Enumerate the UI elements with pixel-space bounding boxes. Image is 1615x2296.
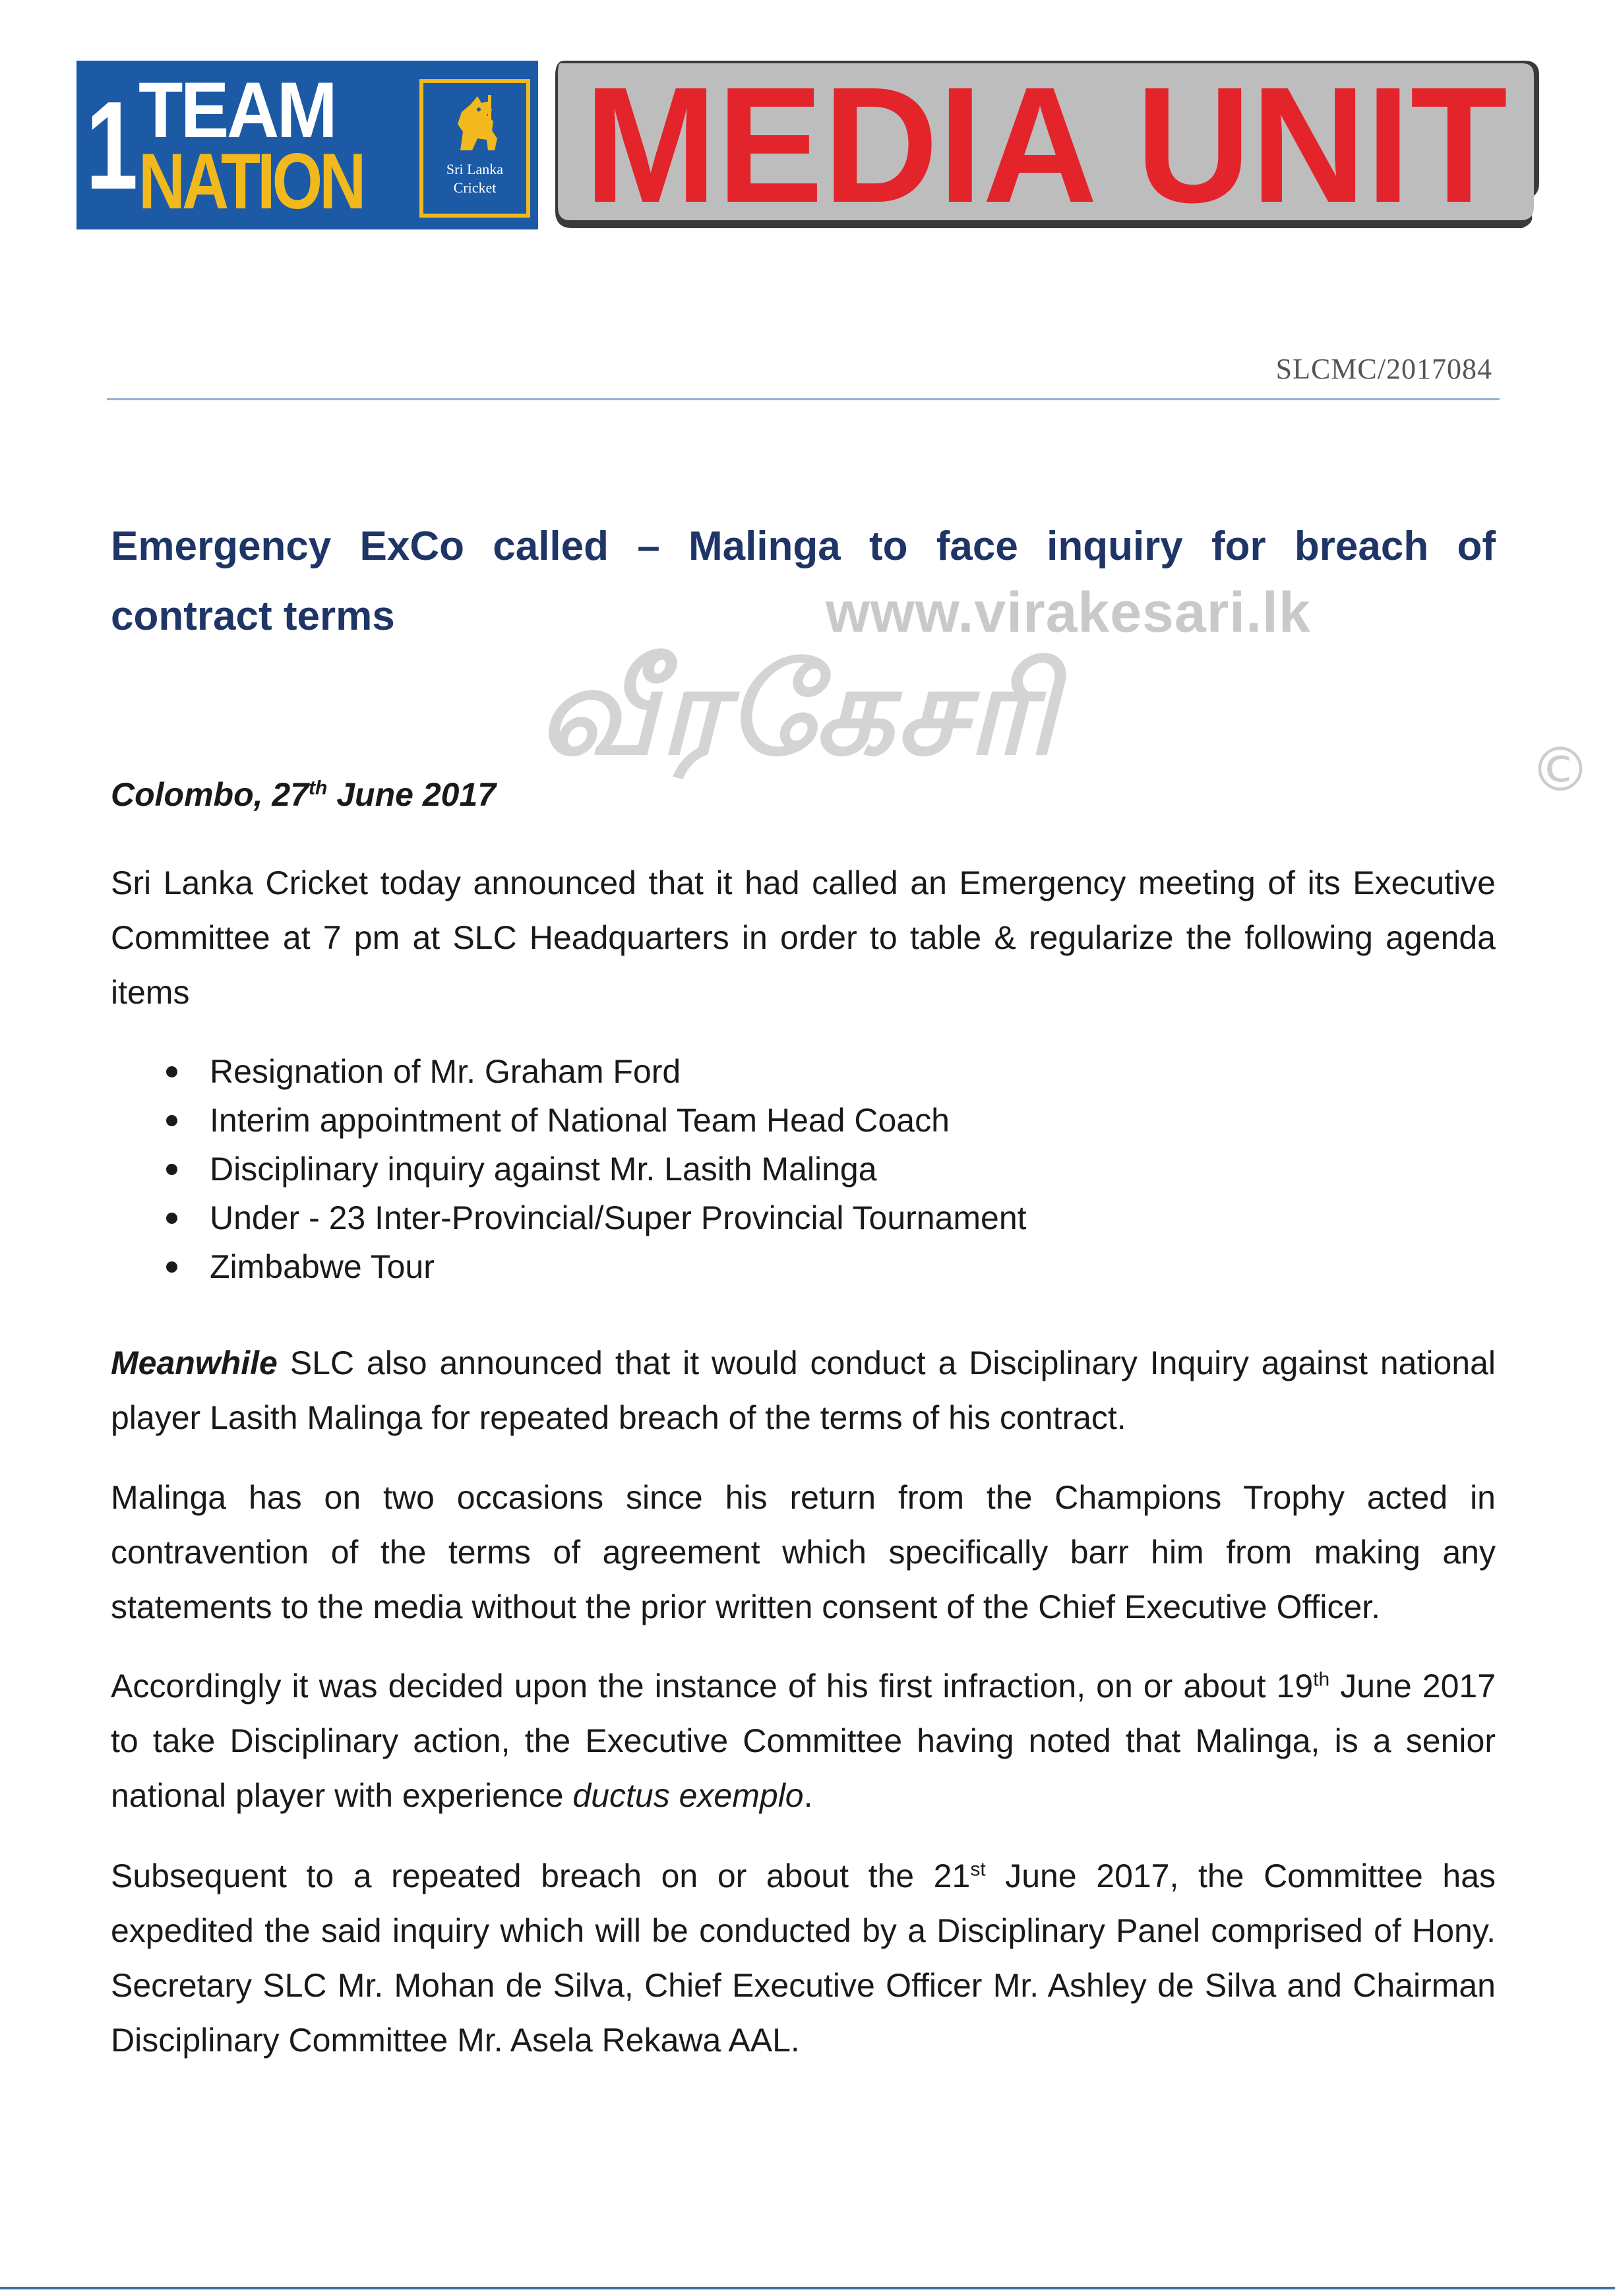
team-nation-logo <box>76 61 538 229</box>
agenda-item <box>111 1193 1496 1242</box>
lion-icon <box>448 92 505 156</box>
meanwhile-paragraph <box>111 1336 1496 1445</box>
agenda-item <box>111 1047 1496 1096</box>
agenda-list <box>111 1047 1496 1291</box>
infraction-text-2: June 2017 to take Disciplinary action, the Executive Committee having noted that Malinga, is a senior national player with experience <box>111 1668 1496 1814</box>
bullet-icon <box>166 1261 177 1273</box>
infraction-latin: ductus exemplo <box>572 1777 804 1814</box>
reference-number: 2017084 <box>1386 353 1492 385</box>
infraction-text-3: . <box>803 1777 813 1814</box>
logo-nation-text: NATION <box>138 137 363 226</box>
dateline-rest: June 2017 <box>327 776 497 813</box>
inquiry-sup: st <box>970 1858 986 1881</box>
agenda-item <box>111 1096 1496 1145</box>
meanwhile-lead: Meanwhile <box>111 1344 278 1381</box>
agenda-item <box>111 1242 1496 1291</box>
footer-divider <box>0 2287 1615 2289</box>
logo-team-text: TEAM <box>138 66 336 154</box>
watermark-tamil-logo: வீரகேசரி <box>538 638 1060 783</box>
occasions-paragraph: Malinga has on two occasions since his return from the Champions Trophy acted in contravention of the terms of agreement which specifically barr him from making any statements to the media without the prior written consent of the Chief Executive Officer. <box>111 1479 1496 1625</box>
meanwhile-text: SLC also announced that it would conduct a Disciplinary Inquiry against national player Lasith Malinga for repeated breach of the terms of his contract. <box>111 1344 1496 1436</box>
dateline-place: Colombo, 27 <box>111 776 309 813</box>
agenda-item-text: Resignation of Mr. Graham Ford <box>210 1053 681 1090</box>
logo-numeral: 1 <box>86 76 138 216</box>
watermark-copyright-icon: © <box>1530 735 1591 805</box>
inquiry-text-1: Subsequent to a repeated breach on or about the 21 <box>111 1858 971 1894</box>
document-reference <box>1276 352 1492 386</box>
sri-lanka-cricket-badge <box>419 79 530 218</box>
watermark-url: www.virakesari.lk <box>826 581 1311 644</box>
inquiry-text-2: June 2017, the Committee has expedited the said inquiry which will be conducted by a Disciplinary Panel comprised of Hony. Secretary SLC Mr. Mohan de Silva, Chief Executive Officer Mr. Ashley de Silva and Chairman Disciplinary Committee Mr. Asela Rekawa AAL. <box>111 1858 1496 2059</box>
inquiry-panel-paragraph <box>111 1849 1496 2068</box>
media-unit-banner <box>546 58 1542 232</box>
infraction-text-1: Accordingly it was decided upon the instance of his first infraction, on or about 19 <box>111 1668 1314 1705</box>
header-divider <box>107 398 1500 400</box>
bullet-icon <box>166 1115 177 1126</box>
reference-prefix: SLCMC/ <box>1275 353 1386 385</box>
intro-paragraph: Sri Lanka Cricket today announced that it had called an Emergency meeting of its Executive Committee at 7 pm at SLC Headquarters in order to table & regularize the following agenda items <box>111 864 1496 1011</box>
agenda-item-text: Under - 23 Inter-Provincial/Super Provincial Tournament <box>210 1199 1027 1236</box>
bullet-icon <box>166 1066 177 1077</box>
slc-text-line2: Cricket <box>453 179 497 196</box>
bullet-icon <box>166 1213 177 1224</box>
agenda-item <box>111 1145 1496 1193</box>
infraction-sup: th <box>1313 1668 1330 1691</box>
agenda-item-text: Zimbabwe Tour <box>210 1248 435 1285</box>
slc-text-line1: Sri Lanka <box>446 161 504 177</box>
agenda-item-text: Interim appointment of National Team Head Coach <box>210 1102 950 1139</box>
dateline-sup: th <box>309 777 328 799</box>
agenda-item-text: Disciplinary inquiry against Mr. Lasith Malinga <box>210 1151 877 1188</box>
press-release-title: Emergency ExCo called – Malinga to face inquiry for breach of contract terms <box>111 524 1496 639</box>
first-infraction-paragraph <box>111 1659 1496 1823</box>
media-unit-text: MEDIA UNIT <box>584 58 1508 232</box>
bullet-icon <box>166 1164 177 1175</box>
dateline <box>111 775 496 814</box>
